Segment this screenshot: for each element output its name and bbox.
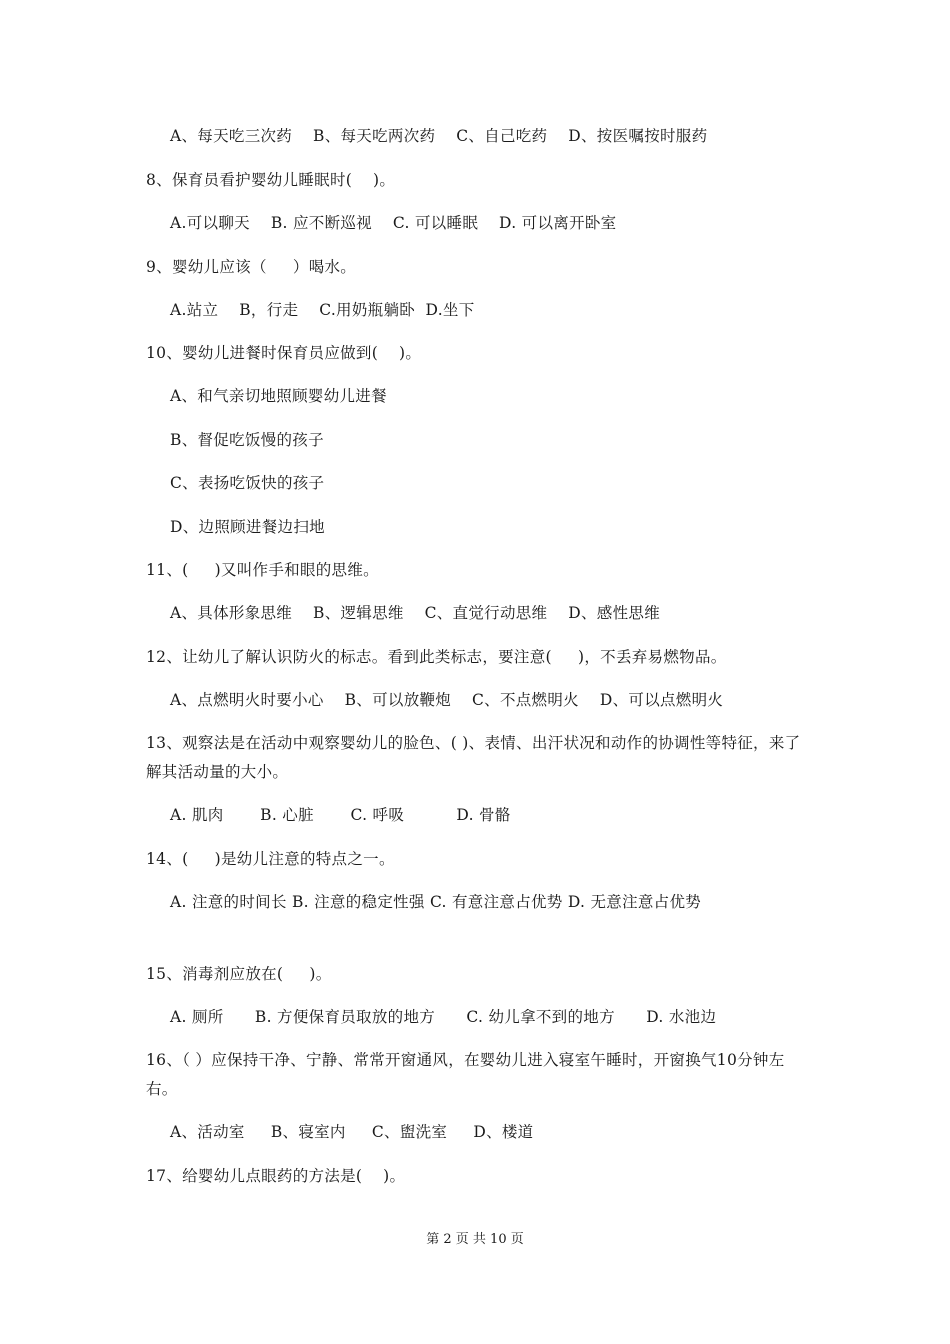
question-17: 17、给婴幼儿点眼药的方法是( )。 <box>146 1167 406 1185</box>
q8-options: A.可以聊天 B. 应不断巡视 C. 可以睡眠 D. 可以离开卧室 <box>170 214 617 232</box>
q9-options: A.站立 B，行走 C.用奶瓶躺卧 D.坐下 <box>170 301 475 319</box>
page-footer: 第 2 页 共 10 页 <box>426 1232 524 1247</box>
q13-options: A. 肌肉 B. 心脏 C. 呼吸 D. 骨骼 <box>170 806 511 824</box>
q10-option-b: B、督促吃饭慢的孩子 <box>170 431 324 449</box>
q7-options: A、每天吃三次药 B、每天吃两次药 C、自己吃药 D、按医嘱按时服药 <box>170 127 708 145</box>
q16-options: A、活动室 B、寝室内 C、盥洗室 D、楼道 <box>170 1123 534 1141</box>
q10-option-c: C、表扬吃饭快的孩子 <box>170 474 325 492</box>
q12-options: A、点燃明火时要小心 B、可以放鞭炮 C、不点燃明火 D、可以点燃明火 <box>170 691 724 709</box>
question-11: 11、( )又叫作手和眼的思维。 <box>146 561 379 579</box>
q10-option-a: A、和气亲切地照顾婴幼儿进餐 <box>170 387 387 405</box>
question-13: 13、观察法是在活动中观察婴幼儿的脸色、( )、表情、出汗状况和动作的协调性等特征，来了解其活动量的大小。 <box>146 734 801 781</box>
q10-option-d: D、边照顾进餐边扫地 <box>170 518 325 536</box>
q15-options: A. 厕所 B. 方便保育员取放的地方 C. 幼儿拿不到的地方 D. 水池边 <box>170 1008 717 1026</box>
question-14: 14、( )是幼儿注意的特点之一。 <box>146 850 395 868</box>
question-12: 12、让幼儿了解认识防火的标志。看到此类标志，要注意( )，不丢弃易燃物品。 <box>146 648 727 666</box>
question-9: 9、婴幼儿应该（ ）喝水。 <box>146 258 357 276</box>
question-8: 8、保育员看护婴幼儿睡眠时( )。 <box>146 171 396 189</box>
q11-options: A、具体形象思维 B、逻辑思维 C、直觉行动思维 D、感性思维 <box>170 604 660 622</box>
question-15: 15、消毒剂应放在( )。 <box>146 965 332 983</box>
question-10: 10、婴幼儿进餐时保育员应做到( )。 <box>146 344 422 362</box>
q14-options: A. 注意的时间长 B. 注意的稳定性强 C. 有意注意占优势 D. 无意注意占优势 <box>170 893 702 911</box>
question-16: 16、（ ）应保持干净、宁静、常常开窗通风，在婴幼儿进入寝室午睡时，开窗换气10分钟左右。 <box>146 1051 785 1098</box>
